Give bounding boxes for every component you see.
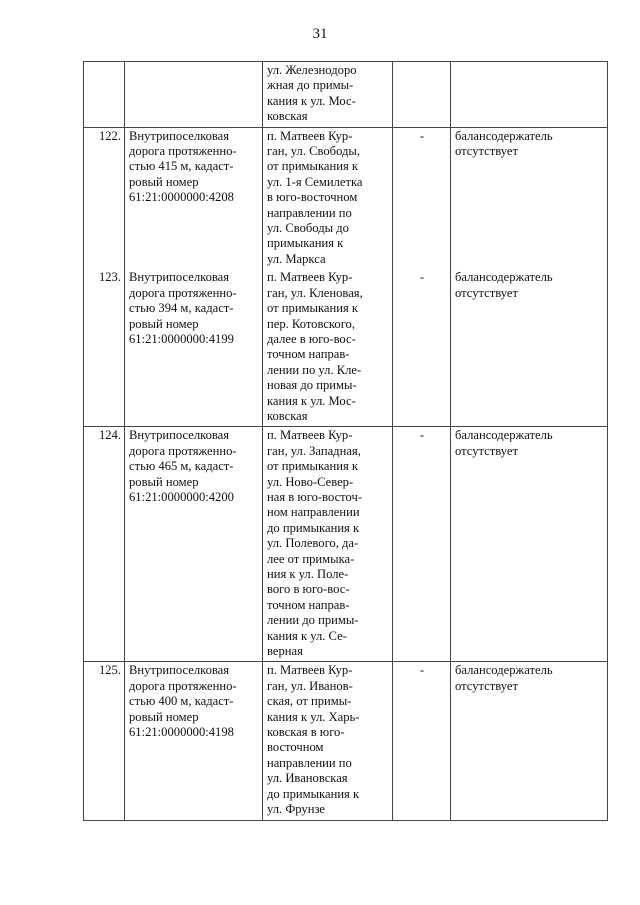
road-route-cell: п. Матвеев Кур- ган, ул. Иванов- ская, от примы- кания к ул. Харь- ковская в юго- восточном направлении по ул. Ивановская до примыкания к ул. Фрунзе (263, 662, 393, 820)
row-number-cell: 124. (84, 427, 125, 662)
table-row (84, 62, 608, 128)
road-route-cell: п. Матвеев Кур- ган, ул. Свободы, от примыкания к ул. 1-я Семилетка в юго-восточном направлении по ул. Свободы до примыкания к ул. Маркса (263, 127, 393, 269)
empty-value-cell (393, 62, 451, 128)
road-route-cell: п. Матвеев Кур- ган, ул. Кленовая, от примыкания к пер. Котовского, далее в юго-вос- точном направ- лении по ул. Кле- новая до примы- кания к ул. Мос- ковская (263, 269, 393, 427)
balance-holder-cell: балансодержатель отсутствует (451, 662, 608, 820)
road-registry-table (83, 61, 608, 821)
road-name-cell: Внутрипоселковая дорога протяженно- стью 465 м, кадаст- ровый номер 61:21:0000000:4200 (125, 427, 263, 662)
empty-value-cell: - (393, 662, 451, 820)
table-row (84, 662, 608, 820)
row-number-cell: 123. (84, 269, 125, 427)
row-number-cell: 122. (84, 127, 125, 269)
table-row (84, 269, 608, 427)
empty-value-cell: - (393, 269, 451, 427)
row-number-cell: 125. (84, 662, 125, 820)
road-name-cell (125, 62, 263, 128)
empty-value-cell: - (393, 127, 451, 269)
page-number: 31 (312, 26, 328, 42)
table-row (84, 127, 608, 269)
table-row (84, 427, 608, 662)
balance-holder-cell: балансодержатель отсутствует (451, 127, 608, 269)
balance-holder-cell (451, 62, 608, 128)
balance-holder-cell: балансодержатель отсутствует (451, 269, 608, 427)
row-number-cell (84, 62, 125, 128)
road-name-cell: Внутрипоселковая дорога протяженно- стью 400 м, кадаст- ровый номер 61:21:0000000:4198 (125, 662, 263, 820)
road-route-cell: п. Матвеев Кур- ган, ул. Западная, от примыкания к ул. Ново-Север- ная в юго-восточ- ном направлении до примыкания к ул. Полевого, да- лее от примыка- ния к ул. Поле- вого в юго-вос- точном направ- лении до примы- кания к ул. Се- верная (263, 427, 393, 662)
road-route-cell: ул. Железнодоро жная до примы- кания к ул. Мос- ковская (263, 62, 393, 128)
road-name-cell: Внутрипоселковая дорога протяженно- стью 394 м, кадаст- ровый номер 61:21:0000000:4199 (125, 269, 263, 427)
road-name-cell: Внутрипоселковая дорога протяженно- стью 415 м, кадаст- ровый номер 61:21:0000000:4208 (125, 127, 263, 269)
empty-value-cell: - (393, 427, 451, 662)
balance-holder-cell: балансодержатель отсутствует (451, 427, 608, 662)
